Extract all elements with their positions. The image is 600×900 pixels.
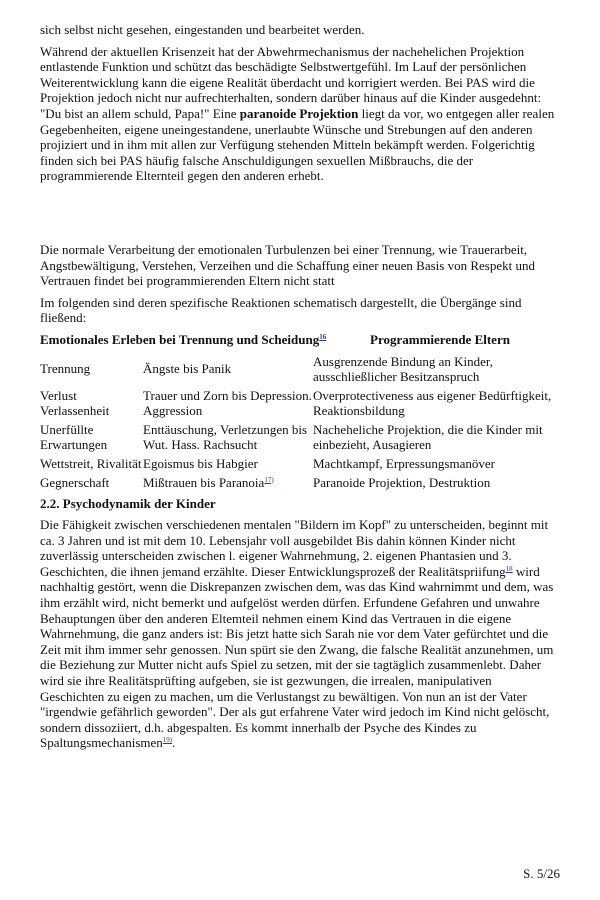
emotion-cell xyxy=(143,473,313,492)
paragraph-intro: sich selbst nicht gesehen, eingestanden und bearbeitet werden. xyxy=(40,22,365,37)
parent-reaction-cell xyxy=(313,352,555,386)
situation-cell xyxy=(40,420,143,454)
parent-reaction-cell xyxy=(313,386,555,420)
paragraph-normal-processing: Die normale Verarbeitung der emotionalen Turbulenzen bei einer Trennung, wie Trauerarbeit, Angstbewältigung, Verstehen, Verzeihen und die Schaffung einer neuen Basis von Respekt und Vertrauen findet bei programmierenden Eltern nicht statt xyxy=(40,241,535,289)
paragraph-child-text-c: . xyxy=(172,735,176,751)
table-header xyxy=(40,332,555,348)
emotion-cell-text: Ängste bis Panik xyxy=(143,361,232,376)
parent-reaction-cell-text: Overprotectiveness aus eigener Bedürftigkeit, Reaktionsbildung xyxy=(313,387,552,418)
emotion-cell-text: Enttäuschung, Verletzungen bis Wut. Hass. Rachsucht xyxy=(143,421,308,452)
parent-reaction-cell-text: Nacheheliche Projektion, die die Kinder mit einbezieht, Ausagieren xyxy=(313,421,543,452)
table-row xyxy=(40,352,555,386)
situation-cell xyxy=(40,352,143,386)
paranoid-projection-term: paranoide Projektion xyxy=(239,105,359,121)
emotion-cell xyxy=(143,386,313,420)
situation-cell-text: Trennung xyxy=(40,361,91,376)
paragraph-child-text-a: Die Fähigkeit zwischen verschiedenen mentalen "Bildern im Kopf" zu unterscheiden, beginnt mit ca. 3 Jahren und ist mit dem 10. Lebensjahr voll ausgebildet Bis dahin können Kinder nicht zuverlässig unterscheiden zwischen l. eigener Wahrnehmung, 2. eigenen Phantasien und 3. Geschichten, die ihnen jemand erzählte. Dieser Entwicklungsprozeß der Realitätspriifung xyxy=(40,517,549,579)
emotion-cell-text: Trauer und Zorn bis Depression. Aggression xyxy=(143,387,312,418)
section-heading: 2.2. Psychodynamik der Kinder xyxy=(40,495,216,511)
paragraph-child-text-b: wird nachhaltig gestört, wenn die Diskrepanzen zwischen dem, was das Kind wahrnimmt und dem, was ihm erzählt wird, nicht bemerkt und aufgelöst werden dürfen. Erfundene Gefahren und unwahre Behauptungen über den anderen Eltemteil nehmen einem Kind das Vertrauen in die eigene Wahrnehmung, die ganz anders ist: Bis jetzt hatte sich Sarah nie vor dem Vater gefürchtet und die Zeit mit ihm immer sehr genossen. Nun spürt sie den Zwang, die falsche Realität anzunehmen, um die Beziehung zur Mutter nicht aufs Spiel zu setzen, mit der sie tagtäglich zusammenlebt. Daher wird sie ihre Realitätsprüfting aufgeben, sie ist gezwungen, die irrealen, manipulativen Geschichten zu eigen zu machen, um die Verlustangst zu bewältigen. Von nun an ist der Vater "irgendwie gefährlich geworden". Der als gut erfahrene Vater wird jedoch im Kind nicht gelöscht, sondern dissoziiert, d.h. abgespalten. Es kommt innerhalb der Psyche des Kindes zu Spaltungsmechanismen xyxy=(40,563,554,751)
parent-reaction-cell-text: Paranoide Projektion, Destruktion xyxy=(313,474,491,490)
emotion-cell xyxy=(143,420,313,454)
paragraph-projection xyxy=(40,44,555,184)
situation-cell xyxy=(40,454,143,473)
parent-reaction-cell-text: Machtkampf, Erpressungsmanöver xyxy=(313,455,495,471)
emotion-cell xyxy=(143,454,313,473)
parent-reaction-cell xyxy=(313,473,555,492)
situation-cell-text: Verlust Verlassenheit xyxy=(40,387,110,418)
table-row xyxy=(40,454,555,473)
table-row xyxy=(40,420,555,454)
footnote-link-17[interactable]: 17) xyxy=(264,475,274,484)
emotion-cell-text: Egoismus bis Habgier xyxy=(143,455,258,471)
spacer xyxy=(40,190,555,242)
reactions-table xyxy=(40,352,555,492)
parent-reaction-cell xyxy=(313,454,555,473)
page-number: S. 5/26 xyxy=(523,866,560,881)
parent-reaction-cell xyxy=(313,420,555,454)
footnote-link-19[interactable]: 19) xyxy=(162,736,173,745)
paragraph-table-intro: Im folgenden sind deren spezifische Reaktionen schematisch dargestellt, die Übergänge sind fließend: xyxy=(40,294,522,326)
paragraph-projection-text-a: Während der aktuellen Krisenzeit hat der Abwehrmechanismus der nachehelichen Projektion entlastende Funktion und schützt das beschädigte Selbstwertgefühl. Im Lauf der persönlichen Weiterentwicklung kann die eigene Realität überdacht und korrigiert werden. Bei PAS wird die Projektion jedoch nicht nur aufrechterhalten, sondern darüber hinaus auf die Kinder ausgedehnt: "Du bist an allem schuld, Papa!" Eine xyxy=(40,43,542,121)
situation-cell-text: Unerfüllte Erwartungen xyxy=(40,421,108,452)
paragraph-projection-text-b: liegt da vor, wo entgegen aller realen Gegebenheiten, eigene uneingestandene, unerlaubte Wünsche und Strebungen auf den anderen projiziert und in ihm mit allen zur Verfügung stehenden Mitteln bekämpft werden. Folgerichtig finden sich bei PAS häufig falsche Anschuldigungen sexuellen Mißbrauchs, die der programmierende Elternteil gegen den anderen erhebt. xyxy=(40,105,555,184)
situation-cell xyxy=(40,386,143,420)
table-row xyxy=(40,386,555,420)
emotion-cell-text: Mißtrauen bis Paranoia xyxy=(143,474,265,490)
paragraph-child-psychodynamics xyxy=(40,517,555,751)
situation-cell xyxy=(40,473,143,492)
situation-cell-text: Wettstreit, Rivalität xyxy=(40,455,142,471)
table-header-left xyxy=(40,332,370,348)
table-header-left-label: Emotionales Erleben bei Trennung und Scheidung xyxy=(40,331,320,347)
footnote-link-18[interactable]: 18 xyxy=(505,564,513,573)
emotion-cell xyxy=(143,352,313,386)
parent-reaction-cell-text: Ausgrenzende Bindung an Kinder, ausschließlicher Besitzanspruch xyxy=(313,353,493,384)
document-page xyxy=(40,22,555,757)
table-row xyxy=(40,473,555,492)
table-header-right: Programmierende Eltern xyxy=(370,331,510,347)
situation-cell-text: Gegnerschaft xyxy=(40,474,110,490)
footnote-link-16[interactable]: 16 xyxy=(319,332,327,341)
